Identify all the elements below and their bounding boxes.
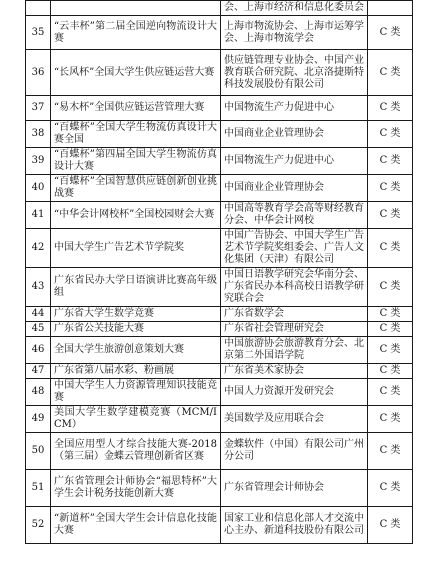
organizer: 中国物流生产力促进中心 [221,96,368,121]
category-badge: C 类 [368,148,413,175]
category-badge: C 类 [368,229,413,268]
table-row [26,406,413,433]
row-number: 38 [26,121,51,148]
row-number: 48 [26,379,51,406]
row-number: 36 [26,50,51,96]
table-row [26,322,413,337]
organizer: 中国商业企业管理协会 [221,121,368,148]
organizer: 会、上海市经济和信息化委员会 [221,1,368,16]
row-number: 51 [26,470,51,507]
category-badge: C 类 [368,406,413,433]
organizer: 中国旅游协会旅游教育分会、北京第二外国语学院 [221,337,368,364]
table-row [26,148,413,175]
table-row [26,268,413,307]
organizer: 中国日语教学研究会华南分会、广东省民办本科高校日语教学研究联合会 [221,268,368,307]
table-row [26,121,413,148]
competition-name: “百蝶杯”全国大学生物流仿真设计大赛全国 [51,121,221,148]
competition-name: 全国大学生旅游创意策划大赛 [51,337,221,364]
competition-name: “云丰杯”第二届全国逆向物流设计大赛 [51,16,221,50]
row-number: 37 [26,96,51,121]
row-number: 49 [26,406,51,433]
competition-table [25,0,413,544]
table-row [26,50,413,96]
row-number: 46 [26,337,51,364]
category-badge: C 类 [368,268,413,307]
category-badge: C 类 [368,364,413,379]
organizer: 上海市物流协会、上海市运筹学会、上海市物流学会 [221,16,368,50]
row-number: 47 [26,364,51,379]
organizer: 广东省管理会计师协会 [221,470,368,507]
competition-name: 广东省大学生数学竞赛 [51,307,221,322]
row-number: 43 [26,268,51,307]
competition-name: “易木杯”全国供应链运营管理大赛 [51,96,221,121]
competition-name: “新道杯”全国大学生会计信息化技能大赛 [51,507,221,544]
row-number: 39 [26,148,51,175]
competition-name: “中华会计网校杯”全国校园财会大赛 [51,202,221,229]
category-badge: C 类 [368,433,413,470]
category-badge: C 类 [368,16,413,50]
organizer: 广东省社会管理研究会 [221,322,368,337]
table-row [26,307,413,322]
category-badge: C 类 [368,96,413,121]
organizer: 金蝶软件（中国）有限公司广州分公司 [221,433,368,470]
table-row [26,202,413,229]
row-number: 52 [26,507,51,544]
table-row [26,175,413,202]
competition-name: “百蝶杯”全国智慧供应链创新创业挑战赛 [51,175,221,202]
category-badge: C 类 [368,50,413,96]
competition-name: 全国应用型人才综合技能大赛-2018（第三届）金蝶云管理创新省区赛 [51,433,221,470]
category-badge: C 类 [368,121,413,148]
row-number: 44 [26,307,51,322]
table-row [26,16,413,50]
row-number: 41 [26,202,51,229]
row-number: 45 [26,322,51,337]
row-number: 35 [26,16,51,50]
competition-name [51,1,221,16]
organizer: 广东省数学会 [221,307,368,322]
organizer: 中国物流生产力促进中心 [221,148,368,175]
category-badge: C 类 [368,307,413,322]
category-badge: C 类 [368,202,413,229]
category-badge: C 类 [368,175,413,202]
organizer: 广东省美术家协会 [221,364,368,379]
row-number [26,1,51,16]
competition-name: 广东省第八届水彩、粉画展 [51,364,221,379]
category-badge: C 类 [368,337,413,364]
table-row [26,433,413,470]
competition-table-body [26,1,413,544]
organizer: 中国广告协会、中国大学生广告艺术节学院奖组委会、广告人文化集团（天津）有限公司 [221,229,368,268]
category-badge: C 类 [368,379,413,406]
competition-name: 中国大学生人力资源管理知识技能竞赛 [51,379,221,406]
table-row [26,229,413,268]
category-badge: C 类 [368,507,413,544]
organizer: 中国商业企业管理协会 [221,175,368,202]
category-badge [368,1,413,16]
organizer: 中国高等教育学会高等财经教育分会、中华会计网校 [221,202,368,229]
table-row [26,337,413,364]
competition-name: 中国大学生广告艺术节学院奖 [51,229,221,268]
organizer: 中国人力资源开发研究会 [221,379,368,406]
table-row [26,364,413,379]
row-number: 40 [26,175,51,202]
competition-name: 美国大学生数学建模竞赛（MCM/ICM） [51,406,221,433]
category-badge: C 类 [368,322,413,337]
competition-name: “百蝶杯”第四届全国大学生物流仿真设计大赛 [51,148,221,175]
competition-name: “长风杯”全国大学生供应链运营大赛 [51,50,221,96]
organizer: 国家工业和信息化部人才交流中心主办、新道科技股份有限公司 [221,507,368,544]
table-row [26,96,413,121]
row-number: 50 [26,433,51,470]
organizer: 供应链管理专业协会、中国产业教育联合研究院、北京洛捷斯特科技发展股份有限公司 [221,50,368,96]
table-row [26,470,413,507]
competition-name: 广东省管理会计师协会“福思特杯”大学生会计税务技能创新大赛 [51,470,221,507]
table-row [26,379,413,406]
organizer: 美国数学及应用联合会 [221,406,368,433]
competition-name: 广东省公关技能大赛 [51,322,221,337]
table-row [26,507,413,544]
row-number: 42 [26,229,51,268]
category-badge: C 类 [368,470,413,507]
competition-name: 广东省民办大学日语演讲比赛高年级组 [51,268,221,307]
table-row [26,1,413,16]
